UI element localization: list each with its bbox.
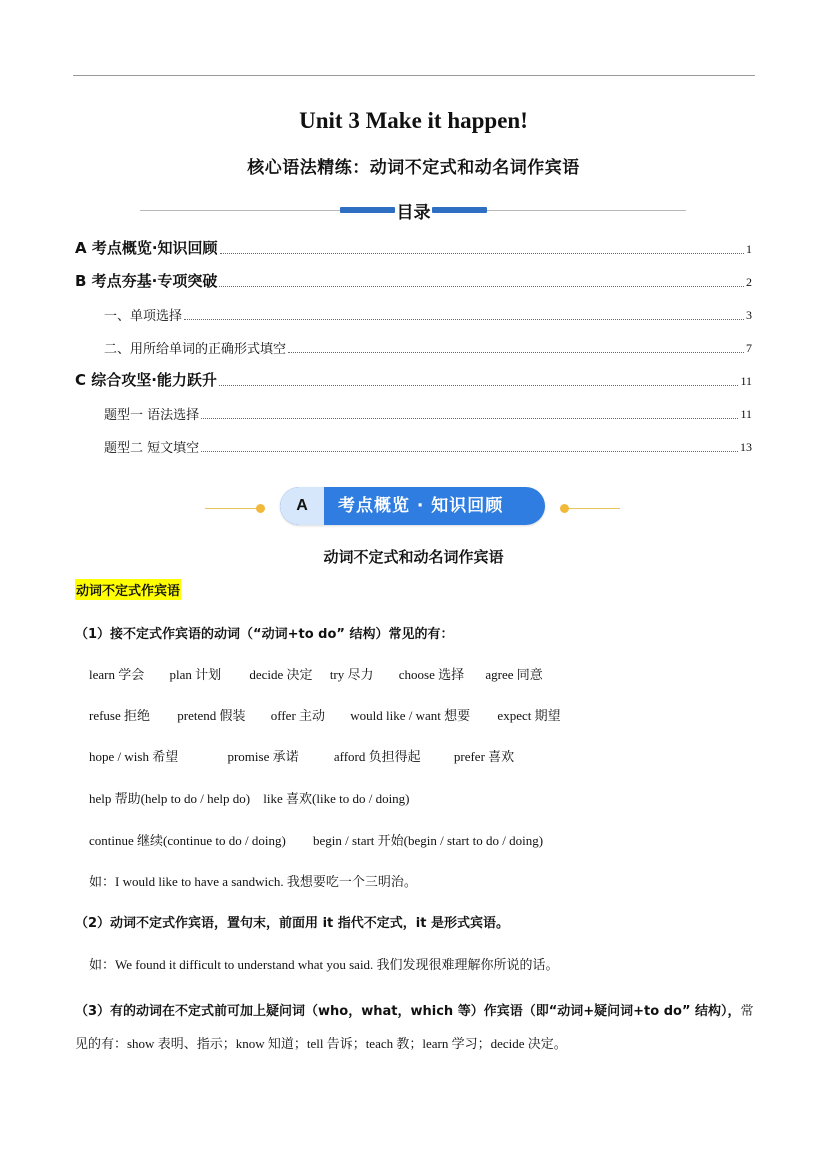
- section-banner: [205, 487, 620, 527]
- toc-entry[interactable]: [75, 269, 752, 291]
- verb-item: help 帮助(help to do / help do): [89, 791, 251, 806]
- verb-item: try 尽力: [329, 667, 374, 682]
- verb-row-1: [89, 664, 543, 683]
- example-2: 如：We found it difficult to understand what you said. 我们发现很难理解你所说的话。: [89, 957, 559, 972]
- toc-heading: [140, 198, 686, 222]
- toc-leader: [288, 352, 744, 353]
- toc-page-number: 11: [740, 407, 752, 421]
- toc-entry-text: 题型二 短文填空: [104, 441, 200, 456]
- toc-leader: [184, 319, 744, 320]
- point-3: [75, 995, 755, 1061]
- point-3-rest: 常见的有：show 表明、指示；know 知道；tell 告诉；teach 教；learn 学习；decide 决定。: [75, 1003, 754, 1051]
- toc-heading-label: 目录: [395, 198, 432, 223]
- toc-entry-text: 一、单项选择: [104, 309, 183, 324]
- verb-item: begin / start 开始(begin / start to do / doing): [313, 833, 544, 848]
- header-rule: [73, 75, 755, 76]
- verb-item: decide 决定: [249, 667, 313, 682]
- banner-wing-left: [205, 508, 260, 509]
- toc-entry[interactable]: [75, 236, 752, 258]
- toc-page-number: 2: [746, 275, 752, 289]
- verb-item: afford 负担得起: [333, 749, 421, 764]
- toc-entry-text: B 考点夯基·专项突破: [75, 272, 218, 290]
- toc-entry[interactable]: [104, 335, 752, 357]
- toc-page-number: 11: [740, 374, 752, 388]
- toc-entry-text: C 综合攻坚·能力跃升: [75, 371, 217, 389]
- verb-row-5: [89, 830, 543, 849]
- toc-entry[interactable]: [104, 302, 752, 324]
- verb-item: would like / want 想要: [350, 708, 471, 723]
- verb-item: plan 计划: [169, 667, 222, 682]
- toc-leader: [201, 451, 738, 452]
- toc-page-number: 13: [740, 440, 752, 454]
- banner-dot-left: [256, 504, 265, 513]
- verb-item: learn 学会: [89, 667, 145, 682]
- banner-badge: A: [280, 487, 324, 525]
- verb-item: offer 主动: [270, 708, 326, 723]
- toc-entry-text: A 考点概览·知识回顾: [75, 239, 218, 257]
- verb-item: continue 继续(continue to do / doing): [89, 833, 286, 848]
- toc-leader: [201, 418, 738, 419]
- toc-page-number: 7: [746, 341, 752, 355]
- page-title: Unit 3 Make it happen!: [299, 108, 528, 133]
- toc-entry[interactable]: [75, 368, 752, 390]
- banner-label: 考点概览 · 知识回顾: [338, 496, 504, 516]
- toc-leader: [220, 253, 744, 254]
- toc-entry-text: 二、用所给单词的正确形式填空: [104, 342, 287, 357]
- point-2: （2）动词不定式作宾语，置句末，前面用 it 指代不定式，it 是形式宾语。: [75, 916, 509, 931]
- toc-leader: [219, 286, 744, 287]
- banner-pill: [280, 487, 545, 525]
- toc-entry-text: 题型一 语法选择: [104, 408, 200, 423]
- toc-page-number: 3: [746, 308, 752, 322]
- toc-leader: [219, 385, 739, 386]
- point-1: （1）接不定式作宾语的动词（“动词+to do” 结构）常见的有：: [75, 627, 454, 642]
- toc-page-number: 1: [746, 242, 752, 256]
- verb-item: hope / wish 希望: [89, 749, 179, 764]
- verb-item: refuse 拒绝: [89, 708, 151, 723]
- example-1: 如：I would like to have a sandwich. 我想要吃一个三明治。: [89, 874, 417, 889]
- toc-entry[interactable]: [104, 434, 752, 456]
- verb-item: promise 承诺: [227, 749, 299, 764]
- banner-dot-right: [560, 504, 569, 513]
- banner-wing-right: [565, 508, 620, 509]
- verb-item: like 喜欢(like to do / doing): [263, 791, 410, 806]
- verb-row-4: [89, 788, 410, 807]
- verb-item: agree 同意: [485, 667, 543, 682]
- verb-item: choose 选择: [398, 667, 465, 682]
- verb-item: pretend 假装: [177, 708, 246, 723]
- toc-entry[interactable]: [104, 401, 752, 423]
- verb-item: expect 期望: [497, 708, 561, 723]
- toc-heading-bar-left: [340, 207, 395, 213]
- section-title: 动词不定式和动名词作宾语: [323, 548, 504, 566]
- page-subtitle: 核心语法精练：动词不定式和动名词作宾语: [247, 158, 580, 178]
- verb-row-3: [89, 746, 514, 765]
- toc-heading-bar-right: [432, 207, 487, 213]
- verb-row-2: [89, 705, 561, 724]
- highlight-heading: 动词不定式作宾语: [75, 579, 181, 600]
- verb-item: prefer 喜欢: [453, 749, 515, 764]
- point-3-bold: （3）有的动词在不定式前可加上疑问词（who，what，which 等）作宾语（即“动词+疑问词+to do” 结构），: [75, 1004, 741, 1019]
